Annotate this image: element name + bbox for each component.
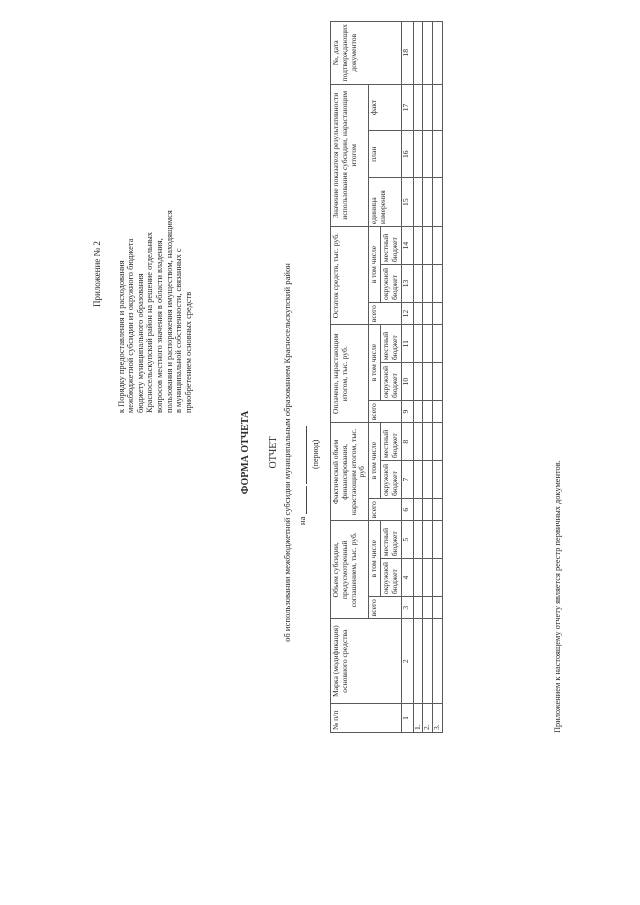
header-volume: Объем субсидии, предусмотренный соглашением, тыс. руб. (331, 521, 369, 619)
column-number: 11 (401, 325, 413, 363)
header-unit: единица измерения (369, 178, 401, 227)
column-number: 7 (401, 461, 413, 499)
column-number: 13 (401, 265, 413, 303)
column-number: 1 (401, 704, 413, 733)
header-fact: Фактический объем финансирования, нарастающим итогом, тыс. руб (331, 423, 369, 521)
row-number: 2. (423, 704, 433, 733)
column-number: 17 (401, 84, 413, 131)
header-total: всего (369, 597, 401, 619)
header-okr: окружной бюджет (380, 559, 401, 597)
column-number: 12 (401, 302, 413, 324)
report-subtitle: об использовании межбюджетной субсидии муниципальным образованием Красносельскупский район (282, 263, 292, 642)
appendix-block (93, 53, 193, 413)
period-label: (период) (311, 439, 320, 469)
header-plan: план (369, 131, 401, 178)
column-number: 2 (401, 619, 413, 704)
form-title: ФОРМА ОТЧЕТА (240, 410, 251, 495)
row-number: 1. (413, 704, 423, 733)
header-total: всего (369, 302, 401, 324)
appendix-line: пользования и распоряжения имуществом, находящимся (164, 210, 174, 413)
header-mest: местный бюджет (380, 423, 401, 461)
column-number: 16 (401, 131, 413, 178)
appendix-line: в муниципальной собственности, связанных с (174, 248, 184, 413)
appendix-line: вопросов местного значения в области владения, (154, 238, 164, 413)
header-okr: окружной бюджет (380, 265, 401, 303)
header-okr: окружной бюджет (380, 461, 401, 499)
header-mark: Марка (модификация) основного средства (331, 619, 402, 704)
appendix-line: межбюджетной субсидии из окружного бюджета (126, 238, 136, 413)
header-okr: окружной бюджет (380, 363, 401, 401)
column-number: 9 (401, 401, 413, 423)
column-number: 8 (401, 423, 413, 461)
date-blank (297, 486, 307, 514)
column-number: 6 (401, 499, 413, 521)
appendix-line: Красносельскупский район на решение отдельных (145, 232, 155, 413)
table-row (423, 22, 433, 733)
header-total: всего (369, 401, 401, 423)
row-number: 3. (433, 704, 443, 733)
report-title: ОТЧЕТ (268, 436, 279, 469)
header-paid: Оплачено, нарастающим итогом, тыс. руб. (331, 325, 369, 423)
column-number: 15 (401, 178, 413, 227)
report-table (330, 21, 443, 733)
header-total: всего (369, 499, 401, 521)
header-mest: местный бюджет (380, 325, 401, 363)
column-number: 18 (401, 22, 413, 85)
appendix-line: к Порядку предоставления и расходования (116, 260, 126, 413)
appendix-number: Приложение № 2 (92, 241, 102, 307)
report-date-line (297, 426, 307, 525)
appendix-line: бюджету муниципального образования (135, 273, 145, 413)
header-incl: в том числе (369, 521, 381, 597)
column-number: 3 (401, 597, 413, 619)
header-incl: в том числе (369, 423, 381, 499)
header-incl: в том числе (369, 227, 381, 303)
header-incl: в том числе (369, 325, 381, 401)
column-number: 5 (401, 521, 413, 559)
table-row (433, 22, 443, 733)
date-prefix: на (297, 516, 307, 525)
header-indicator: Значение показателя результативности использования субсидии, нарастающим итогом (331, 84, 369, 227)
column-number: 10 (401, 363, 413, 401)
header-rest: Остаток средств, тыс. руб. (331, 227, 369, 325)
header-fact2: факт (369, 84, 401, 131)
appendix-line: приобретением основных средств (183, 291, 193, 413)
date-blank (297, 426, 307, 484)
footnote: Приложением к настоящему отчету является реестр первичных документов. (553, 460, 562, 733)
table-row (413, 22, 423, 733)
header-number: № п/п (331, 704, 402, 733)
column-number: 14 (401, 227, 413, 265)
header-mest: местный бюджет (380, 521, 401, 559)
column-number: 4 (401, 559, 413, 597)
header-docs: №, дата подтверждающих документов (331, 22, 402, 85)
header-mest: местный бюджет (380, 227, 401, 265)
